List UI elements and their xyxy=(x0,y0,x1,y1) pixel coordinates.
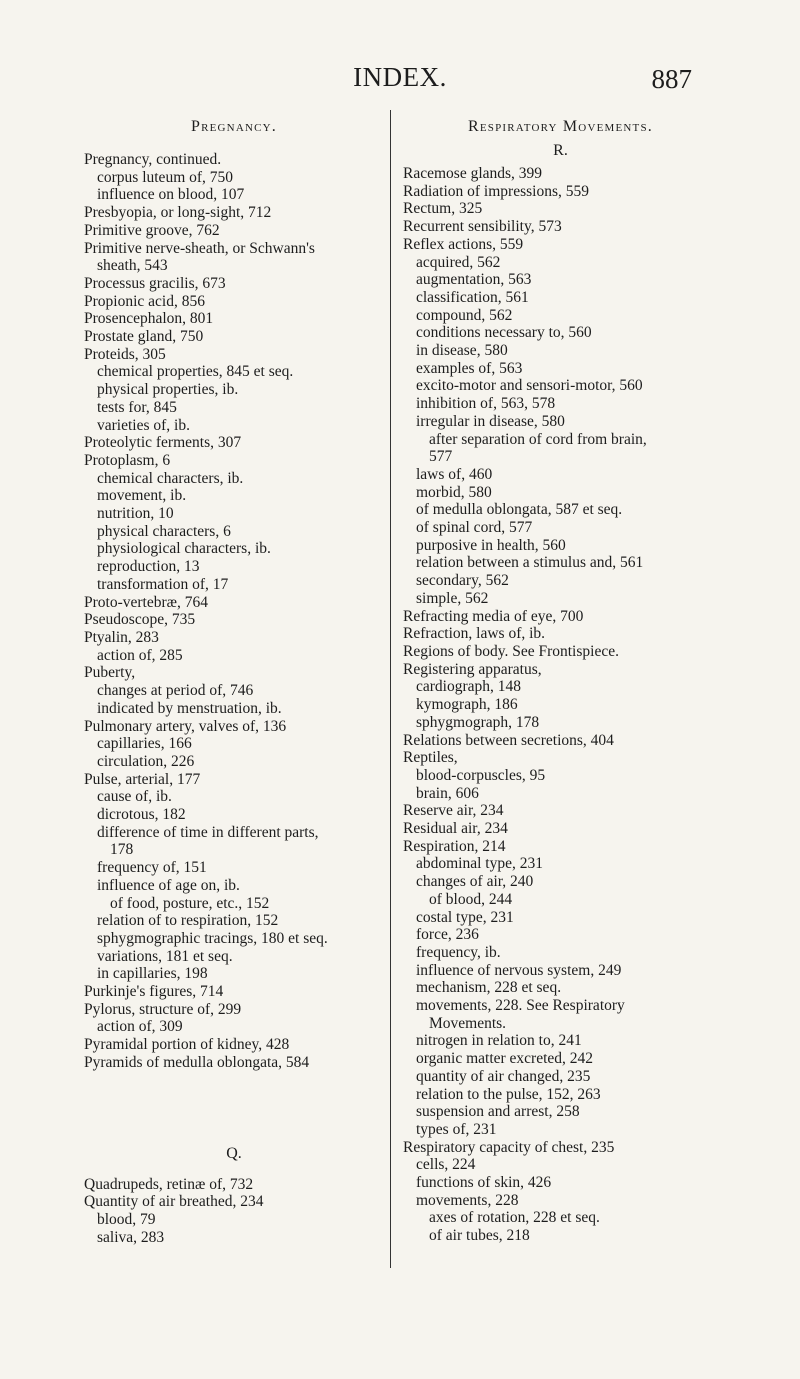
index-entry: Processus gracilis, 673 xyxy=(84,274,226,292)
index-entry: of air tubes, 218 xyxy=(429,1227,530,1245)
index-entry: saliva, 283 xyxy=(97,1228,165,1246)
index-entry: sphygmograph, 178 xyxy=(416,713,540,731)
index-entry: influence on blood, 107 xyxy=(97,186,245,204)
index-entry: axes of rotation, 228 et seq. xyxy=(429,1209,600,1227)
index-entry: of medulla oblongata, 587 et seq. xyxy=(416,501,623,519)
index-entry: reproduction, 13 xyxy=(97,558,200,576)
index-entry: relation of to respiration, 152 xyxy=(97,912,279,930)
index-entry: Movements. xyxy=(429,1014,507,1032)
index-entry: Refracting media of eye, 700 xyxy=(403,607,584,625)
index-entry: of food, posture, etc., 152 xyxy=(110,894,270,912)
index-entry: indicated by menstruation, ib. xyxy=(97,699,282,717)
index-entry: Pulse, arterial, 177 xyxy=(84,770,201,788)
left-column xyxy=(84,117,384,1246)
index-entry: changes at period of, 746 xyxy=(97,682,254,700)
index-entry: abdominal type, 231 xyxy=(416,855,543,873)
index-entry: transformation of, 17 xyxy=(97,575,229,593)
index-entry: suspension and arrest, 258 xyxy=(416,1103,580,1121)
right-entries xyxy=(403,165,718,1245)
index-entry: dicrotous, 182 xyxy=(97,806,186,824)
left-running-head: Pregnancy. xyxy=(190,118,277,135)
index-entry: 577 xyxy=(429,448,453,466)
index-entry: Radiation of impressions, 559 xyxy=(403,182,589,200)
index-entry: functions of skin, 426 xyxy=(416,1174,552,1192)
index-entry: Protoplasm, 6 xyxy=(84,451,171,469)
index-entry: Pregnancy, continued. xyxy=(84,151,222,168)
index-entry: acquired, 562 xyxy=(416,253,501,271)
q-entries xyxy=(84,1176,384,1247)
index-entry: Ptyalin, 283 xyxy=(84,628,159,646)
index-entry: costal type, 231 xyxy=(416,908,514,926)
index-entry: Registering apparatus, xyxy=(403,660,542,678)
index-entry: after separation of cord from brain, xyxy=(429,430,647,448)
index-entry: frequency, ib. xyxy=(416,943,501,961)
index-entry: frequency of, 151 xyxy=(97,859,207,877)
index-entry: 178 xyxy=(110,841,134,859)
index-entry: relation to the pulse, 152, 263 xyxy=(416,1085,601,1103)
index-entry: action of, 285 xyxy=(97,646,183,664)
index-entry: corpus luteum of, 750 xyxy=(97,168,234,186)
page-header xyxy=(0,62,800,102)
index-entry: Primitive groove, 762 xyxy=(84,221,220,239)
index-entry: examples of, 563 xyxy=(416,359,523,377)
index-entry: Proto-vertebræ, 764 xyxy=(84,593,208,611)
index-entry: organic matter excreted, 242 xyxy=(416,1050,594,1068)
index-entry: influence of age on, ib. xyxy=(97,876,240,894)
index-entry: changes of air, 240 xyxy=(416,873,534,891)
index-entry: physiological characters, ib. xyxy=(97,540,271,558)
index-entry: cells, 224 xyxy=(416,1156,476,1174)
index-entry: of blood, 244 xyxy=(429,890,513,908)
index-entry: in capillaries, 198 xyxy=(97,965,208,983)
index-entry: Residual air, 234 xyxy=(403,820,508,838)
index-entry: purposive in health, 560 xyxy=(416,536,566,554)
index-entry: difference of time in different parts, xyxy=(97,823,319,841)
index-entry: irregular in disease, 580 xyxy=(416,412,565,430)
index-entry: excito-motor and sensori-motor, 560 xyxy=(416,377,643,395)
index-entry: of spinal cord, 577 xyxy=(416,519,533,537)
index-entry: laws of, 460 xyxy=(416,465,493,483)
index-entry: nutrition, 10 xyxy=(97,505,174,523)
index-entry: Regions of body. See Frontispiece. xyxy=(403,642,619,660)
index-entry: Proteids, 305 xyxy=(84,345,166,363)
index-entry: conditions necessary to, 560 xyxy=(416,324,592,342)
index-entry: physical properties, ib. xyxy=(97,381,239,399)
index-entry: Propionic acid, 856 xyxy=(84,292,205,310)
index-entry: chemical properties, 845 et seq. xyxy=(97,363,294,381)
index-entry: classification, 561 xyxy=(416,288,529,306)
index-entry: action of, 309 xyxy=(97,1018,183,1036)
index-entry: Rectum, 325 xyxy=(403,200,483,218)
index-entry: Pyramidal portion of kidney, 428 xyxy=(84,1036,290,1054)
index-entry: relation between a stimulus and, 561 xyxy=(416,554,644,572)
index-entry: simple, 562 xyxy=(416,589,489,607)
right-running-head: Respiratory Movements. xyxy=(467,118,653,135)
index-entry: Respiratory capacity of chest, 235 xyxy=(403,1138,615,1156)
index-entry: nitrogen in relation to, 241 xyxy=(416,1032,582,1050)
index-entry: Proteolytic ferments, 307 xyxy=(84,434,242,452)
index-entry: Respiration, 214 xyxy=(403,837,506,855)
index-entry: circulation, 226 xyxy=(97,752,195,770)
index-entry: Presbyopia, or long-sight, 712 xyxy=(84,204,272,222)
index-entry: Purkinje's figures, 714 xyxy=(84,983,224,1001)
page-title: INDEX. xyxy=(353,62,447,92)
index-entry: cause of, ib. xyxy=(97,788,172,806)
index-entry: in disease, 580 xyxy=(416,342,508,360)
index-entry: chemical characters, ib. xyxy=(97,469,244,487)
index-entry: mechanism, 228 et seq. xyxy=(416,979,562,997)
index-entry: sheath, 543 xyxy=(97,257,168,275)
index-entry: Pseudoscope, 735 xyxy=(84,611,196,629)
index-entry: Prosencephalon, 801 xyxy=(84,310,214,328)
left-entries xyxy=(84,151,384,1072)
index-entry: movement, ib. xyxy=(97,487,187,505)
index-entry: Reflex actions, 559 xyxy=(403,235,524,253)
index-entry: Prostate gland, 750 xyxy=(84,328,204,346)
index-entry: tests for, 845 xyxy=(97,398,177,416)
index-entry: force, 236 xyxy=(416,926,479,944)
index-entry: Refraction, laws of, ib. xyxy=(403,625,546,643)
page-number: 887 xyxy=(651,64,692,94)
index-entry: quantity of air changed, 235 xyxy=(416,1067,591,1085)
index-entry: kymograph, 186 xyxy=(416,696,518,714)
index-entry: Quantity of air breathed, 234 xyxy=(84,1193,264,1211)
index-entry: Pyramids of medulla oblongata, 584 xyxy=(84,1053,310,1071)
index-entry: influence of nervous system, 249 xyxy=(416,961,622,979)
index-entry: Puberty, xyxy=(84,664,136,682)
index-entry: Recurrent sensibility, 573 xyxy=(403,218,562,236)
index-entry: Reptiles, xyxy=(403,749,458,767)
section-letter-r: R. xyxy=(553,142,568,159)
index-entry: inhibition of, 563, 578 xyxy=(416,395,556,413)
index-entry: blood-corpuscles, 95 xyxy=(416,766,546,784)
index-entry: Racemose glands, 399 xyxy=(403,165,543,182)
index-entry: brain, 606 xyxy=(416,784,479,802)
index-entry: movements, 228 xyxy=(416,1191,519,1209)
index-entry: capillaries, 166 xyxy=(97,735,192,753)
index-entry: cardiograph, 148 xyxy=(416,678,522,696)
index-entry: varieties of, ib. xyxy=(97,416,190,434)
index-entry: compound, 562 xyxy=(416,306,513,324)
index-entry: Pylorus, structure of, 299 xyxy=(84,1000,242,1018)
index-entry: morbid, 580 xyxy=(416,483,492,501)
index-entry: types of, 231 xyxy=(416,1120,497,1138)
index-entry: blood, 79 xyxy=(97,1210,156,1228)
index-entry: sphygmographic tracings, 180 et seq. xyxy=(97,929,328,947)
index-entry: augmentation, 563 xyxy=(416,271,532,289)
right-column xyxy=(403,117,718,1245)
index-entry: Pulmonary artery, valves of, 136 xyxy=(84,717,287,735)
index-entry: secondary, 562 xyxy=(416,572,509,590)
index-entry: Reserve air, 234 xyxy=(403,802,504,820)
column-divider xyxy=(390,110,391,1268)
section-letter-q: Q. xyxy=(226,1144,242,1162)
index-entry: Quadrupeds, retinæ of, 732 xyxy=(84,1175,254,1193)
index-entry: Relations between secretions, 404 xyxy=(403,731,614,749)
index-entry: variations, 181 et seq. xyxy=(97,947,233,965)
index-entry: movements, 228. See Respiratory xyxy=(416,997,625,1015)
index-entry: Primitive nerve-sheath, or Schwann's xyxy=(84,239,315,257)
index-entry: physical characters, 6 xyxy=(97,522,231,540)
